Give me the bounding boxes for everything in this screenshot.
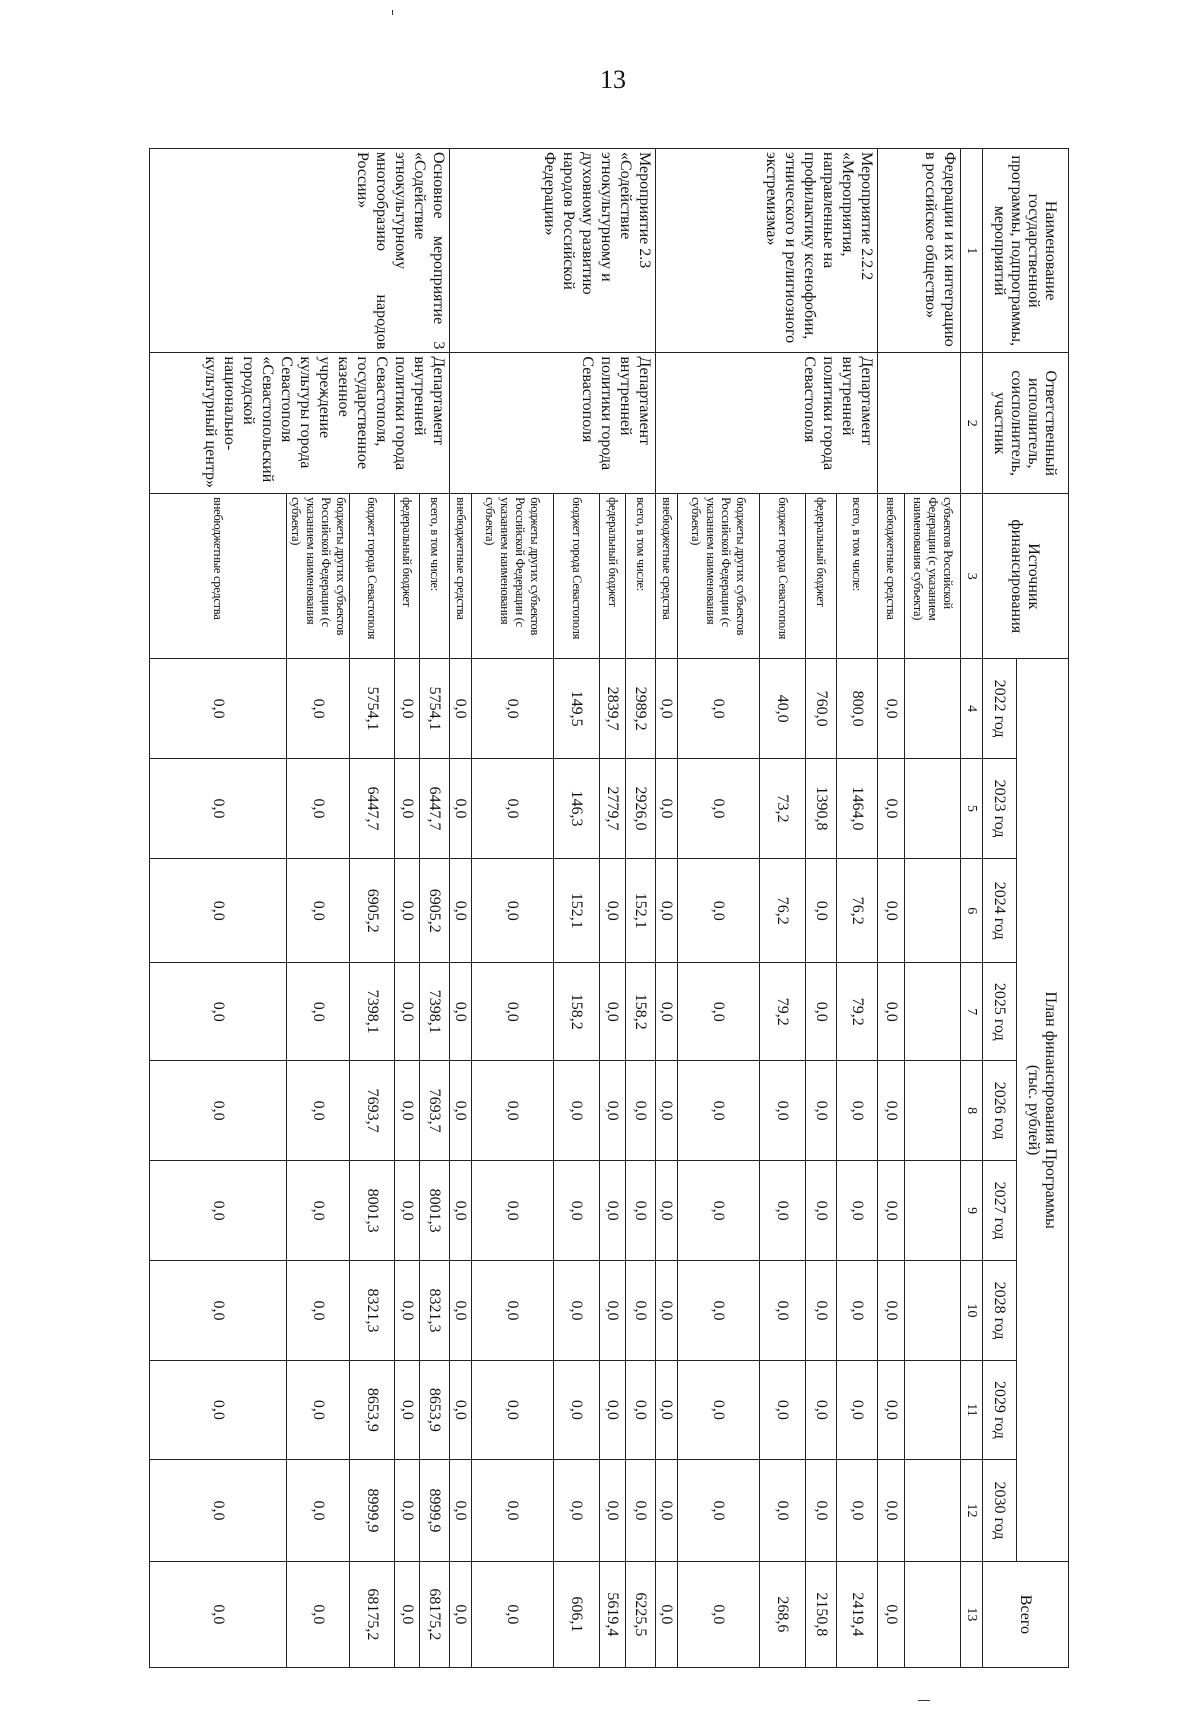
year-value-cell: 0,0 (626, 1261, 656, 1360)
year-value-cell: 0,0 (450, 1261, 472, 1360)
year-value-cell: 0,0 (656, 758, 678, 859)
year-value-cell: 0,0 (678, 1360, 760, 1459)
year-value-cell: 0,0 (806, 963, 837, 1061)
year-value-cell: 0,0 (806, 859, 837, 963)
table-body (150, 149, 961, 1668)
year-value-cell: 0,0 (878, 659, 905, 758)
year-value-cell: 8999,9 (350, 1460, 395, 1562)
year-value-cell (905, 659, 961, 758)
source-cell: федеральный бюджет (806, 494, 837, 659)
year-value-cell: 8001,3 (420, 1160, 450, 1261)
source-cell: внебюджетные средства (450, 494, 472, 659)
year-value-cell: 0,0 (626, 1061, 656, 1160)
year-value-cell: 79,2 (760, 963, 806, 1061)
year-value-cell: 2989,2 (626, 659, 656, 758)
year-value-cell: 0,0 (626, 1160, 656, 1261)
total-value-cell: 68175,2 (350, 1561, 395, 1667)
year-value-cell: 0,0 (878, 758, 905, 859)
header-year: 2024 год (983, 859, 1017, 963)
year-value-cell: 0,0 (837, 1261, 878, 1360)
year-value-cell: 0,0 (554, 1360, 600, 1459)
year-value-cell: 0,0 (806, 1061, 837, 1160)
header-plan-title: План финансирования Программы (1042, 991, 1060, 1229)
year-value-cell: 0,0 (626, 1460, 656, 1562)
year-value-cell: 0,0 (554, 1261, 600, 1360)
year-value-cell: 0,0 (395, 859, 420, 963)
total-value-cell: 0,0 (878, 1561, 905, 1667)
year-value-cell: 0,0 (395, 1360, 420, 1459)
year-value-cell: 0,0 (600, 1261, 626, 1360)
financing-table (149, 148, 1069, 1668)
header-name: Наименование государственной программы, подпрограммы, мероприятий (983, 149, 1069, 353)
year-value-cell: 0,0 (472, 963, 554, 1061)
column-number: 7 (961, 963, 983, 1061)
year-value-cell: 0,0 (837, 1160, 878, 1261)
year-value-cell: 0,0 (287, 1061, 350, 1160)
column-number: 12 (961, 1460, 983, 1562)
year-value-cell (905, 963, 961, 1061)
year-value-cell: 0,0 (395, 1160, 420, 1261)
header-year: 2027 год (983, 1160, 1017, 1261)
header-year: 2028 год (983, 1261, 1017, 1360)
year-value-cell: 158,2 (554, 963, 600, 1061)
year-value-cell: 152,1 (626, 859, 656, 963)
total-value-cell: 2150,8 (806, 1561, 837, 1667)
source-cell: бюджеты других субъектов Российской Федерации (с указанием наименования субъекта) (287, 494, 350, 659)
year-value-cell: 0,0 (395, 1460, 420, 1562)
year-value-cell: 0,0 (600, 1360, 626, 1459)
table-row (420, 149, 450, 1668)
year-value-cell: 0,0 (600, 1460, 626, 1562)
year-value-cell: 0,0 (878, 1360, 905, 1459)
source-cell: всего, в том числе: (626, 494, 656, 659)
total-value-cell (905, 1561, 961, 1667)
year-value-cell: 0,0 (472, 758, 554, 859)
year-value-cell: 0,0 (472, 659, 554, 758)
year-value-cell: 0,0 (656, 1160, 678, 1261)
year-value-cell: 0,0 (878, 963, 905, 1061)
year-value-cell: 0,0 (395, 758, 420, 859)
header-total: Всего (983, 1561, 1069, 1667)
year-value-cell: 0,0 (878, 859, 905, 963)
year-value-cell: 0,0 (656, 659, 678, 758)
header-year: 2022 год (983, 659, 1017, 758)
program-name-cell: Федерации и их интеграцию в российское общество» (878, 149, 961, 353)
year-value-cell: 5754,1 (420, 659, 450, 758)
year-value-cell: 0,0 (656, 1460, 678, 1562)
year-value-cell: 0,0 (287, 859, 350, 963)
year-value-cell: 6905,2 (350, 859, 395, 963)
program-name-cell: Основное мероприятие 3 «Содействие этнокультурному многообразию народов России» (150, 149, 450, 353)
total-value-cell: 606,1 (554, 1561, 600, 1667)
table-row (626, 149, 656, 1668)
column-number: 3 (961, 494, 983, 659)
year-value-cell: 0,0 (678, 1261, 760, 1360)
year-value-cell: 0,0 (287, 1360, 350, 1459)
column-number: 6 (961, 859, 983, 963)
year-value-cell: 0,0 (150, 1360, 287, 1459)
year-value-cell (905, 1360, 961, 1459)
total-value-cell: 0,0 (395, 1561, 420, 1667)
year-value-cell: 0,0 (656, 1261, 678, 1360)
scan-mark (392, 10, 393, 15)
year-value-cell: 0,0 (656, 1061, 678, 1160)
year-value-cell: 76,2 (837, 859, 878, 963)
year-value-cell: 8653,9 (420, 1360, 450, 1459)
source-cell: бюджет города Севастополя (760, 494, 806, 659)
column-number: 13 (961, 1561, 983, 1667)
header-plan-units: (тыс. рублей) (1025, 1064, 1043, 1156)
year-value-cell: 0,0 (150, 758, 287, 859)
year-value-cell: 0,0 (287, 1160, 350, 1261)
year-value-cell: 149,5 (554, 659, 600, 758)
year-value-cell: 0,0 (472, 1160, 554, 1261)
source-cell: внебюджетные средства (150, 494, 287, 659)
total-value-cell: 0,0 (472, 1561, 554, 1667)
source-cell: внебюджетные средства (878, 494, 905, 659)
year-value-cell: 6447,7 (420, 758, 450, 859)
year-value-cell (905, 1061, 961, 1160)
source-cell: бюджеты других субъектов Российской Федерации (с указанием наименования субъекта) (678, 494, 760, 659)
executor-cell: Департамент внутренней политики города Севастополя, государственное казенное учреждение культуры города Севастополя «Севастопольский городской национально-культурный центр» (150, 353, 450, 494)
year-value-cell: 5754,1 (350, 659, 395, 758)
year-value-cell: 7693,7 (420, 1061, 450, 1160)
column-number: 10 (961, 1261, 983, 1360)
year-value-cell: 0,0 (395, 1061, 420, 1160)
total-value-cell: 268,6 (760, 1561, 806, 1667)
column-number: 4 (961, 659, 983, 758)
column-number: 5 (961, 758, 983, 859)
year-value-cell: 7398,1 (350, 963, 395, 1061)
header-year: 2029 год (983, 1360, 1017, 1459)
header-source: Источник финансирования (983, 494, 1069, 659)
year-value-cell: 0,0 (878, 1061, 905, 1160)
source-cell: бюджет города Севастополя (554, 494, 600, 659)
year-value-cell: 8653,9 (350, 1360, 395, 1459)
column-number: 8 (961, 1061, 983, 1160)
total-value-cell: 68175,2 (420, 1561, 450, 1667)
year-value-cell: 0,0 (656, 859, 678, 963)
year-value-cell: 0,0 (450, 963, 472, 1061)
program-name-cell: Мероприятие 2.2.2 «Мероприятия, направленные на профилактику ксенофобии, этнического и религиозного экстремизма» (656, 149, 878, 353)
program-name-cell: Мероприятие 2.3 «Содействие этнокультурному и духовному развитию народов Российской Федерации» (450, 149, 656, 353)
total-value-cell: 0,0 (678, 1561, 760, 1667)
year-value-cell: 0,0 (656, 963, 678, 1061)
year-value-cell: 0,0 (678, 859, 760, 963)
rotated-table-wrapper (201, 148, 1069, 1668)
total-value-cell: 2419,4 (837, 1561, 878, 1667)
year-value-cell: 0,0 (472, 1460, 554, 1562)
year-value-cell: 0,0 (878, 1460, 905, 1562)
year-value-cell: 0,0 (395, 659, 420, 758)
year-value-cell: 0,0 (806, 1460, 837, 1562)
year-value-cell: 0,0 (554, 1460, 600, 1562)
year-value-cell: 0,0 (878, 1160, 905, 1261)
header-executor: Ответственный исполнитель, соисполнитель, участник (983, 353, 1069, 494)
total-value-cell: 5619,4 (600, 1561, 626, 1667)
year-value-cell: 800,0 (837, 659, 878, 758)
year-value-cell: 6905,2 (420, 859, 450, 963)
year-value-cell: 0,0 (678, 1160, 760, 1261)
year-value-cell (905, 1460, 961, 1562)
year-value-cell: 0,0 (450, 758, 472, 859)
source-cell: бюджеты других субъектов Российской Федерации (с указанием наименования субъекта) (472, 494, 554, 659)
header-year: 2030 год (983, 1460, 1017, 1562)
column-number: 2 (961, 353, 983, 494)
page-number: 13 (600, 65, 626, 94)
year-value-cell: 0,0 (287, 1460, 350, 1562)
year-value-cell: 0,0 (287, 659, 350, 758)
year-value-cell: 0,0 (150, 1460, 287, 1562)
year-value-cell: 0,0 (760, 1460, 806, 1562)
table-row (837, 149, 878, 1668)
year-value-cell: 0,0 (837, 1460, 878, 1562)
year-value-cell: 0,0 (600, 1160, 626, 1261)
year-value-cell: 73,2 (760, 758, 806, 859)
year-value-cell: 8001,3 (350, 1160, 395, 1261)
executor-cell (878, 353, 961, 494)
executor-cell: Департамент внутренней политики города Севастополя (450, 353, 656, 494)
source-cell: внебюджетные средства (656, 494, 678, 659)
year-value-cell: 2779,7 (600, 758, 626, 859)
year-value-cell: 0,0 (878, 1261, 905, 1360)
year-value-cell: 158,2 (626, 963, 656, 1061)
year-value-cell: 1464,0 (837, 758, 878, 859)
year-value-cell: 2926,0 (626, 758, 656, 859)
year-value-cell: 8321,3 (350, 1261, 395, 1360)
year-value-cell: 0,0 (678, 1460, 760, 1562)
year-value-cell: 0,0 (450, 1160, 472, 1261)
year-value-cell (905, 1261, 961, 1360)
year-value-cell: 8321,3 (420, 1261, 450, 1360)
year-value-cell: 0,0 (450, 1061, 472, 1160)
scan-mark (918, 1700, 930, 1701)
year-value-cell: 0,0 (678, 758, 760, 859)
year-value-cell: 7693,7 (350, 1061, 395, 1160)
source-cell: всего, в том числе: (837, 494, 878, 659)
year-value-cell: 0,0 (395, 963, 420, 1061)
source-cell: федеральный бюджет (395, 494, 420, 659)
year-value-cell: 6447,7 (350, 758, 395, 859)
year-value-cell: 152,1 (554, 859, 600, 963)
year-value-cell: 0,0 (806, 1261, 837, 1360)
year-value-cell: 0,0 (150, 1261, 287, 1360)
total-value-cell: 0,0 (656, 1561, 678, 1667)
year-value-cell: 760,0 (806, 659, 837, 758)
year-value-cell (905, 1160, 961, 1261)
year-value-cell: 0,0 (472, 1360, 554, 1459)
year-value-cell: 0,0 (150, 1061, 287, 1160)
year-value-cell: 0,0 (678, 659, 760, 758)
year-value-cell: 0,0 (656, 1360, 678, 1459)
year-value-cell: 0,0 (678, 963, 760, 1061)
year-value-cell: 1390,8 (806, 758, 837, 859)
year-value-cell: 0,0 (760, 1160, 806, 1261)
year-value-cell: 0,0 (760, 1360, 806, 1459)
executor-cell: Департамент внутренней политики города Севастополя (656, 353, 878, 494)
source-cell: всего, в том числе: (420, 494, 450, 659)
year-value-cell: 0,0 (806, 1160, 837, 1261)
year-value-cell: 146,3 (554, 758, 600, 859)
year-value-cell: 0,0 (837, 1061, 878, 1160)
year-value-cell: 0,0 (287, 758, 350, 859)
header-plan (1017, 659, 1069, 1561)
column-number: 1 (961, 149, 983, 353)
year-value-cell: 0,0 (600, 859, 626, 963)
year-value-cell: 0,0 (760, 1061, 806, 1160)
year-value-cell: 7398,1 (420, 963, 450, 1061)
year-value-cell: 40,0 (760, 659, 806, 758)
year-value-cell: 0,0 (678, 1061, 760, 1160)
total-value-cell: 0,0 (287, 1561, 350, 1667)
year-value-cell: 76,2 (760, 859, 806, 963)
source-cell: федеральный бюджет (600, 494, 626, 659)
year-value-cell: 0,0 (472, 1061, 554, 1160)
year-value-cell (905, 758, 961, 859)
year-value-cell: 0,0 (150, 1160, 287, 1261)
year-value-cell: 0,0 (600, 1061, 626, 1160)
year-value-cell: 0,0 (472, 1261, 554, 1360)
header-year: 2026 год (983, 1061, 1017, 1160)
year-value-cell: 0,0 (450, 1460, 472, 1562)
table-row (905, 149, 961, 1668)
year-value-cell: 0,0 (837, 1360, 878, 1459)
year-value-cell: 0,0 (287, 963, 350, 1061)
year-value-cell: 79,2 (837, 963, 878, 1061)
column-number: 11 (961, 1360, 983, 1459)
year-value-cell: 0,0 (450, 1360, 472, 1459)
year-value-cell: 0,0 (626, 1360, 656, 1459)
header-year: 2025 год (983, 963, 1017, 1061)
year-value-cell: 0,0 (395, 1261, 420, 1360)
year-value-cell: 0,0 (554, 1160, 600, 1261)
year-value-cell: 0,0 (150, 859, 287, 963)
year-value-cell: 2839,7 (600, 659, 626, 758)
year-value-cell: 0,0 (150, 963, 287, 1061)
source-cell: бюджет города Севастополя (350, 494, 395, 659)
year-value-cell: 8999,9 (420, 1460, 450, 1562)
total-value-cell: 6225,5 (626, 1561, 656, 1667)
total-value-cell: 0,0 (450, 1561, 472, 1667)
year-value-cell: 0,0 (600, 963, 626, 1061)
source-cell: субъектов Российской Федерации (с указанием наименования субъекта) (905, 494, 961, 659)
header-year: 2023 год (983, 758, 1017, 859)
year-value-cell: 0,0 (287, 1261, 350, 1360)
year-value-cell: 0,0 (806, 1360, 837, 1459)
year-value-cell: 0,0 (472, 859, 554, 963)
column-number: 9 (961, 1160, 983, 1261)
year-value-cell: 0,0 (760, 1261, 806, 1360)
year-value-cell: 0,0 (450, 859, 472, 963)
year-value-cell: 0,0 (450, 659, 472, 758)
year-value-cell: 0,0 (150, 659, 287, 758)
year-value-cell (905, 859, 961, 963)
total-value-cell: 0,0 (150, 1561, 287, 1667)
year-value-cell: 0,0 (554, 1061, 600, 1160)
